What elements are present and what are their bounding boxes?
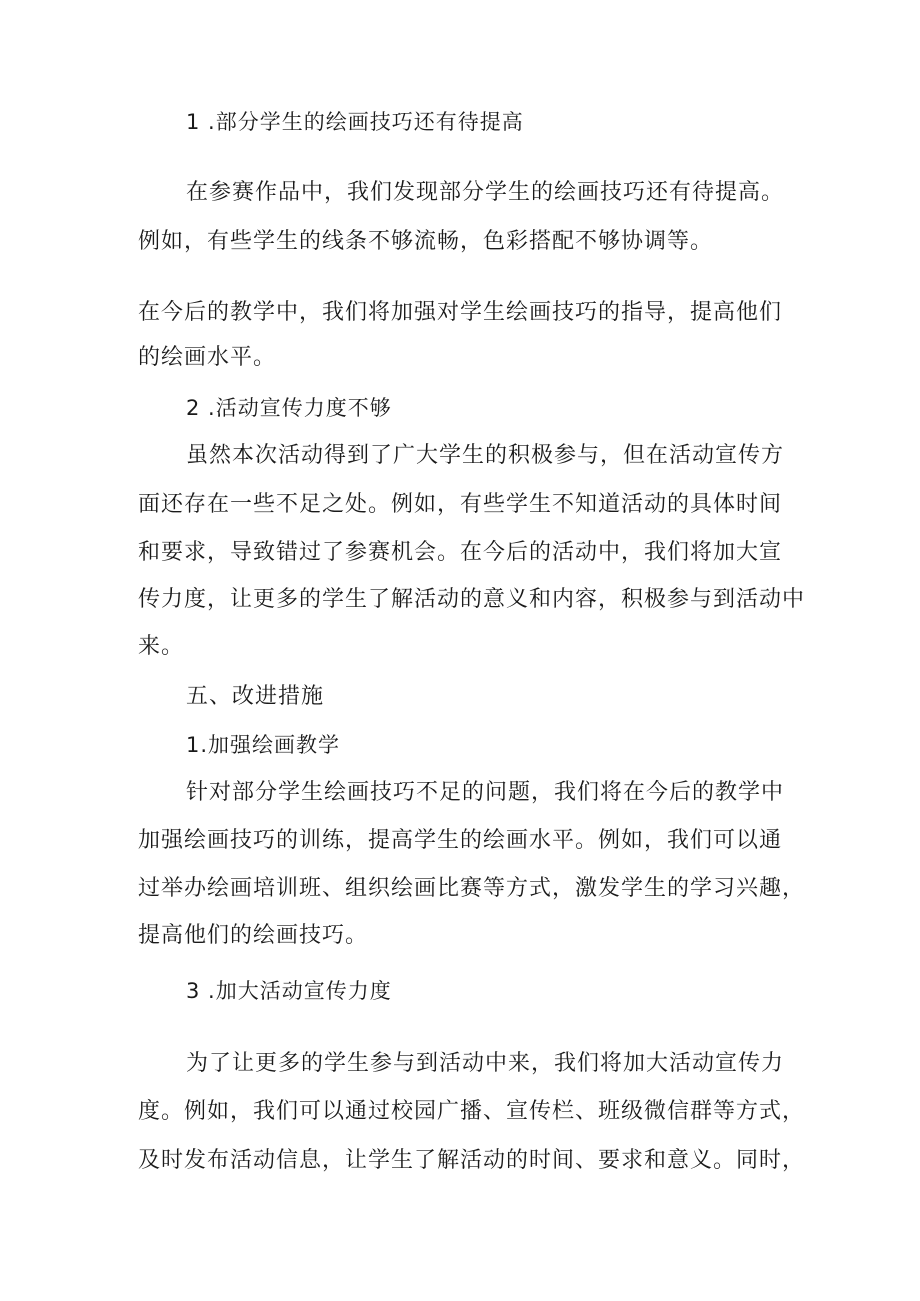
paragraph-line: 在参赛作品中，我们发现部分学生的绘画技巧还有待提高。: [186, 180, 785, 205]
paragraph-line: 和要求，导致错过了参赛机会。在今后的活动中，我们将加大宣: [138, 540, 783, 565]
paragraph-line: 在今后的教学中，我们将加强对学生绘画技巧的指导，提高他们: [138, 300, 783, 325]
paragraph-line: 的绘画水平。: [138, 345, 277, 370]
paragraph-line: 过举办绘画培训班、组织绘画比赛等方式，激发学生的学习兴趣，: [138, 876, 806, 901]
paragraph-line: 面还存在一些不足之处。例如，有些学生不知道活动的具体时间: [138, 492, 783, 517]
paragraph-line: 提高他们的绘画技巧。: [138, 923, 369, 948]
paragraph-line: 加强绘画技巧的训练，提高学生的绘画水平。例如，我们可以通: [138, 828, 783, 853]
paragraph-line: 虽然本次活动得到了广大学生的积极参与，但在活动宣传方: [186, 443, 785, 468]
paragraph-line: 传力度，让更多的学生了解活动的意义和内容，积极参与到活动中: [138, 587, 806, 612]
measure-heading-3: 3 .加大活动宣传力度: [186, 979, 392, 1003]
measure-heading-1: 1.加强绘画教学: [186, 733, 341, 757]
paragraph-line: 例如，有些学生的线条不够流畅，色彩搭配不够协调等。: [138, 229, 714, 254]
section-heading-five: 五、改进措施: [186, 684, 325, 709]
paragraph-line: 来。: [138, 634, 185, 659]
paragraph-line: 针对部分学生绘画技巧不足的问题，我们将在今后的教学中: [186, 780, 785, 805]
section-heading-1: 1 .部分学生的绘画技巧还有待提高: [186, 110, 524, 134]
paragraph-line: 为了让更多的学生参与到活动中来，我们将加大活动宣传力: [186, 1051, 785, 1076]
paragraph-line: 及时发布活动信息，让学生了解活动的时间、要求和意义。同时，: [138, 1148, 806, 1173]
paragraph-line: 度。例如，我们可以通过校园广播、宣传栏、班级微信群等方式，: [138, 1099, 806, 1124]
section-heading-2: 2 .活动宣传力度不够: [186, 396, 392, 420]
